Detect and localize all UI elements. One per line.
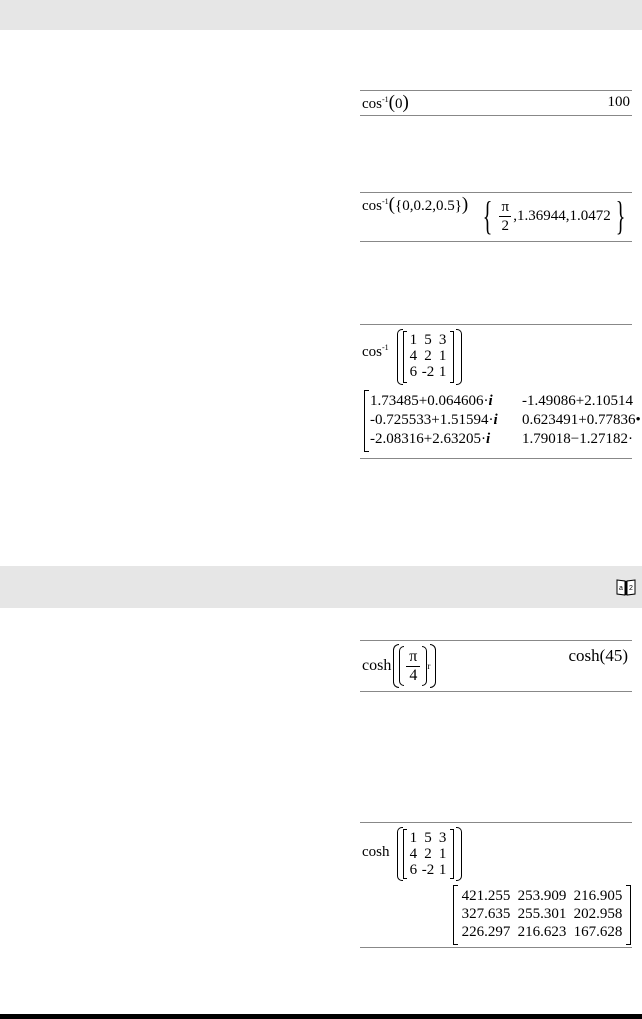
superscript: -1 [382,95,389,104]
function-name: cos [362,344,382,360]
matrix-cell: 253.909 [517,887,567,904]
example-bottom-rule [360,691,632,692]
argument: 0 [395,96,403,112]
matrix-cell: 421.255 [461,887,511,904]
example-top-rule [360,324,632,325]
matrix-cell: 2 [424,347,432,364]
matrix-cell: 1 [438,347,447,364]
matrix-cell: 6 [409,861,418,878]
matrix-cell: 5 [424,331,432,348]
matrix-cell: 5 [424,829,432,846]
example-bottom-rule [360,241,632,242]
example-bottom-rule [360,458,632,459]
example-input: $\cos^{-1}(\{0,0.2,0.5\})$ [362,194,469,215]
matrix-cell: -2.08316+2.63205·i [370,431,491,447]
matrix-cell: 6 [409,363,418,380]
example-cosh-matrix [360,822,632,948]
matrix-cell: 0.623491+0.77836• [522,412,641,428]
function-label [362,844,390,861]
argument-list: {0,0.2,0.5} [395,198,462,214]
example-output: 100 [607,94,630,110]
matrix-cell: -2 [421,861,435,878]
example-arccos-zero [360,90,632,116]
output-rest: ,1.36944,1.0472 [513,207,611,224]
fraction-denominator: 2 [501,217,510,234]
example-cosh-radians [360,640,632,692]
input-matrix [406,830,450,878]
open-book-icon [616,578,636,596]
matrix-cell: 167.628 [573,923,623,940]
example-arccos-matrix [360,324,641,459]
example-top-rule [360,90,632,91]
matrix-cell: 327.635 [461,905,511,922]
matrix-cell: 202.958 [573,905,623,922]
function-label [362,344,389,361]
example-top-rule [360,822,632,823]
output-matrix [370,392,641,449]
matrix-cell: 1 [438,845,447,862]
matrix-cell: 4 [409,347,418,364]
section-header-band-top [0,0,642,30]
fraction-numerator: π [409,647,418,665]
example-bottom-rule [360,947,632,948]
matrix-cell: 3 [438,331,447,348]
page-bottom-rule [0,1014,642,1019]
matrix-cell: 216.623 [517,923,567,940]
matrix-cell: 1 [438,861,447,878]
example-output: { π 2 ,1.36944,1.0472 } [482,193,626,238]
matrix-cell: 255.301 [517,905,567,922]
matrix-cell: 216.905 [573,887,623,904]
fraction [406,648,420,685]
matrix-cell: 3 [438,829,447,846]
matrix-cell: 4 [409,845,418,862]
radian-marker: r [427,661,431,671]
matrix-cell: -1.49086+2.10514 [522,393,633,409]
section-header-band-cosh [0,566,642,608]
matrix-cell: -2 [421,363,435,380]
matrix-cell: -0.725533+1.51594·i [370,412,498,428]
svg-text:a: a [619,585,623,592]
matrix-cell: 1 [409,331,418,348]
example-bottom-rule [360,115,632,116]
function-name: cosh [362,657,392,674]
example-output: cosh(45) [568,646,628,665]
example-input [362,644,436,688]
matrix-cell: 2 [424,845,432,862]
example-arccos-list [360,192,632,242]
matrix-cell: 1.79018−1.27182· [522,431,633,447]
function-name: cosh [362,844,390,860]
svg-text:2: 2 [629,585,633,592]
example-top-rule [360,192,632,193]
matrix-cell: 1 [409,829,418,846]
example-top-rule [360,640,632,641]
function-name: cos [362,96,382,112]
example-input: $\cos^{-1}(0)$ [362,92,409,113]
fraction-denominator: 4 [409,666,418,684]
superscript: -1 [382,343,389,352]
input-matrix [406,332,450,380]
output-matrix [458,887,626,941]
matrix-cell: 1 [438,363,447,380]
function-name: cos [362,198,382,214]
superscript: -1 [382,197,389,206]
fraction [499,198,511,235]
matrix-cell: 226.297 [461,923,511,940]
matrix-cell: 1.73485+0.064606·i [370,393,493,409]
fraction-numerator: π [501,198,510,215]
